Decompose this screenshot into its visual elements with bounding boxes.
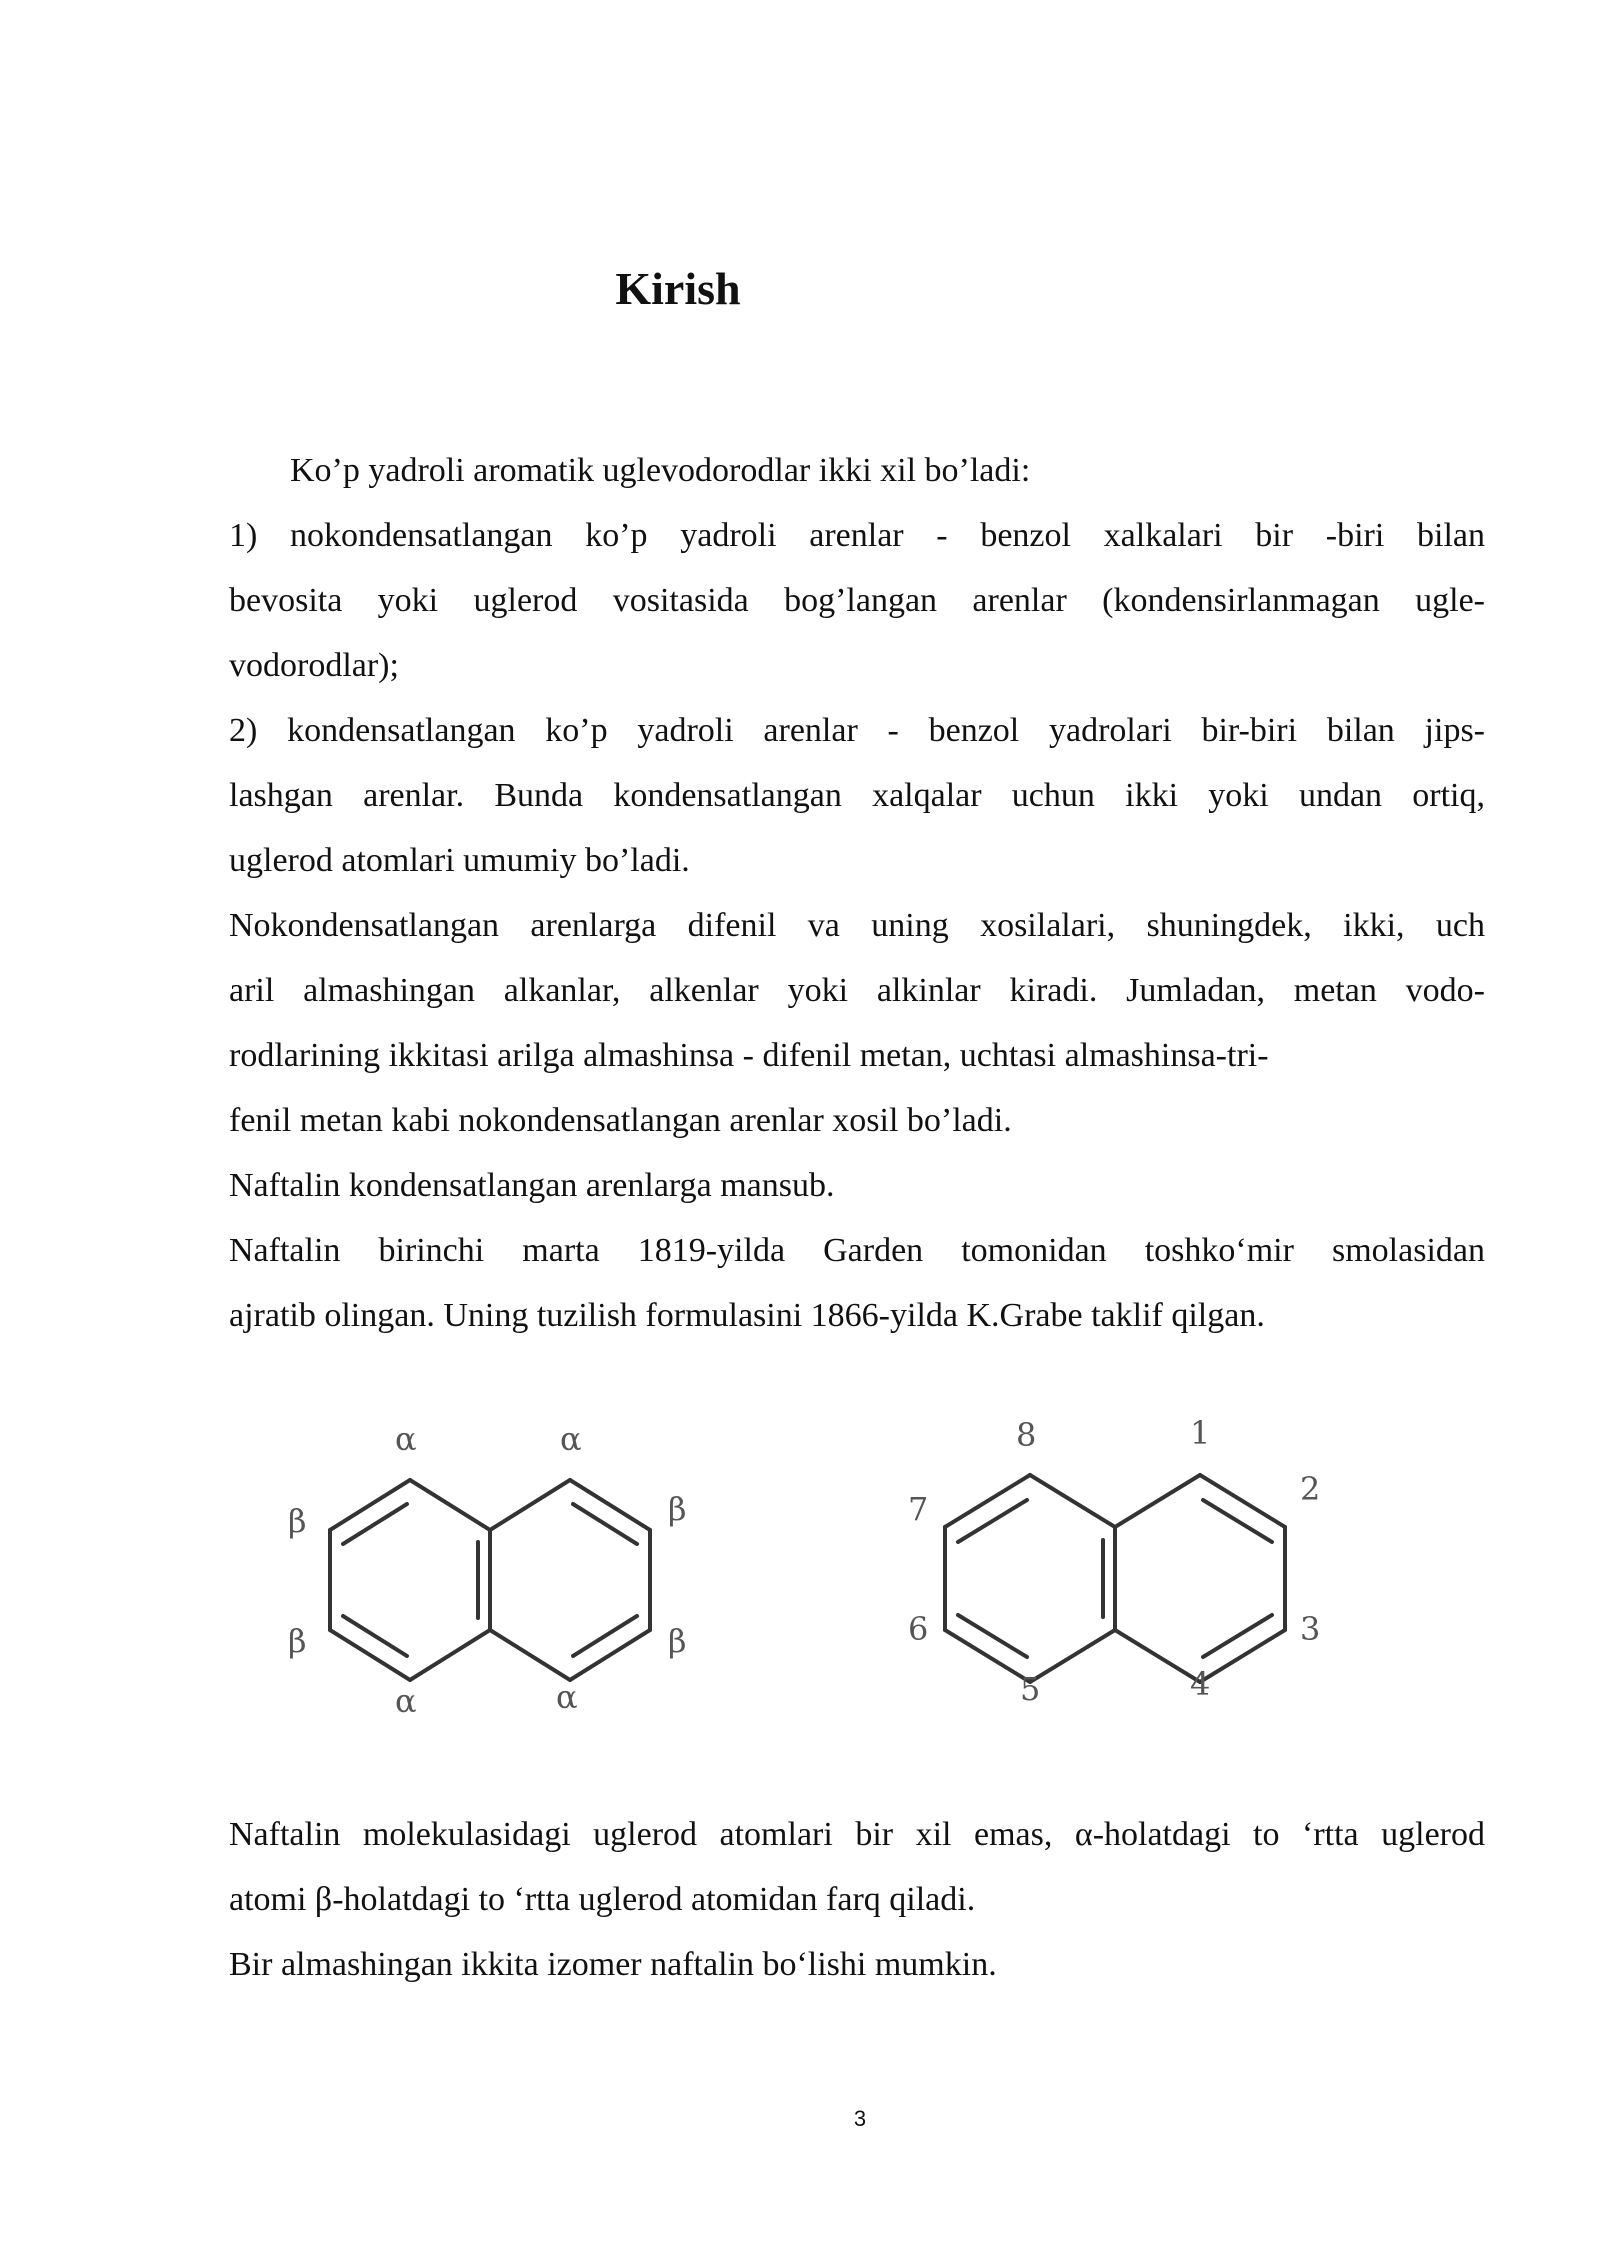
paragraph-line: bevosita yoki uglerod vositasida bog’langan arenlar (kondensirlanmagan ugle- bbox=[229, 582, 1485, 619]
beta-label: β bbox=[668, 1622, 687, 1660]
naphthalene-numbered-figure bbox=[890, 1390, 1360, 1750]
position-label: 3 bbox=[1300, 1610, 1321, 1648]
paragraph-line: atomi β-holatdagi to ‘rtta uglerod atomidan farq qiladi. bbox=[229, 1881, 976, 1918]
beta-label: β bbox=[668, 1490, 687, 1528]
naphthalene-bonds bbox=[330, 1480, 650, 1680]
position-label: 1 bbox=[1190, 1414, 1211, 1452]
paragraph-line: Naftalin birinchi marta 1819-yilda Garden tomonidan toshko‘mir smolasidan bbox=[229, 1232, 1485, 1269]
page-title: Kirish bbox=[615, 263, 741, 314]
beta-label: β bbox=[288, 1502, 307, 1540]
paragraph-line: rodlarining ikkitasi arilga almashinsa - difenil metan, uchtasi almashinsa-tri- bbox=[229, 1037, 1269, 1074]
beta-label: β bbox=[288, 1622, 307, 1660]
position-label: 4 bbox=[1190, 1665, 1211, 1703]
paragraph-line: ajratib olingan. Uning tuzilish formulasini 1866-yilda K.Grabe taklif qilgan. bbox=[229, 1297, 1265, 1334]
paragraph-line: 1) nokondensatlangan ko’p yadroli arenlar - benzol xalkalari bir -biri bilan bbox=[229, 517, 1485, 554]
position-label: 2 bbox=[1300, 1470, 1321, 1508]
paragraph-line: 2) kondensatlangan ko’p yadroli arenlar - benzol yadrolari bir-biri bilan jips- bbox=[229, 712, 1485, 749]
paragraph-4: Naftalin kondensatlangan arenlarga mansub. bbox=[229, 1167, 835, 1204]
alpha-label: α bbox=[395, 1420, 417, 1458]
alpha-label: α bbox=[560, 1420, 582, 1458]
naphthalene-alpha-beta-figure bbox=[260, 1390, 730, 1750]
paragraph-line: aril almashingan alkanlar, alkenlar yoki alkinlar kiradi. Jumladan, metan vodo- bbox=[229, 972, 1485, 1009]
naphthalene-structure-left bbox=[260, 1390, 730, 1750]
paragraph-line: Naftalin molekulasidagi uglerod atomlari bir xil emas, α-holatdagi to ‘rtta uglerod bbox=[229, 1816, 1485, 1853]
naphthalene-structure-right bbox=[890, 1390, 1360, 1750]
intro-paragraph: Ko’p yadroli aromatik uglevodorodlar ikki xil bo’ladi: bbox=[290, 452, 1031, 489]
position-label: 6 bbox=[908, 1610, 929, 1648]
paragraph-line: fenil metan kabi nokondensatlangan arenlar xosil bo’ladi. bbox=[229, 1102, 1012, 1139]
paragraph-line: uglerod atomlari umumiy bo’ladi. bbox=[229, 842, 690, 879]
paragraph-7: Bir almashingan ikkita izomer naftalin bo‘lishi mumkin. bbox=[229, 1946, 997, 1983]
paragraph-line: vodorodlar); bbox=[229, 647, 399, 684]
position-label: 8 bbox=[1016, 1416, 1037, 1454]
alpha-label: α bbox=[556, 1678, 578, 1716]
paragraph-line: Nokondensatlangan arenlarga difenil va uning xosilalari, shuningdek, ikki, uch bbox=[229, 907, 1485, 944]
alpha-label: α bbox=[395, 1682, 417, 1720]
page-number: 3 bbox=[853, 2106, 867, 2131]
position-label: 5 bbox=[1020, 1670, 1041, 1708]
paragraph-line: lashgan arenlar. Bunda kondensatlangan xalqalar uchun ikki yoki undan ortiq, bbox=[229, 777, 1485, 814]
position-label: 7 bbox=[908, 1490, 929, 1528]
naphthalene-bonds bbox=[945, 1475, 1285, 1682]
